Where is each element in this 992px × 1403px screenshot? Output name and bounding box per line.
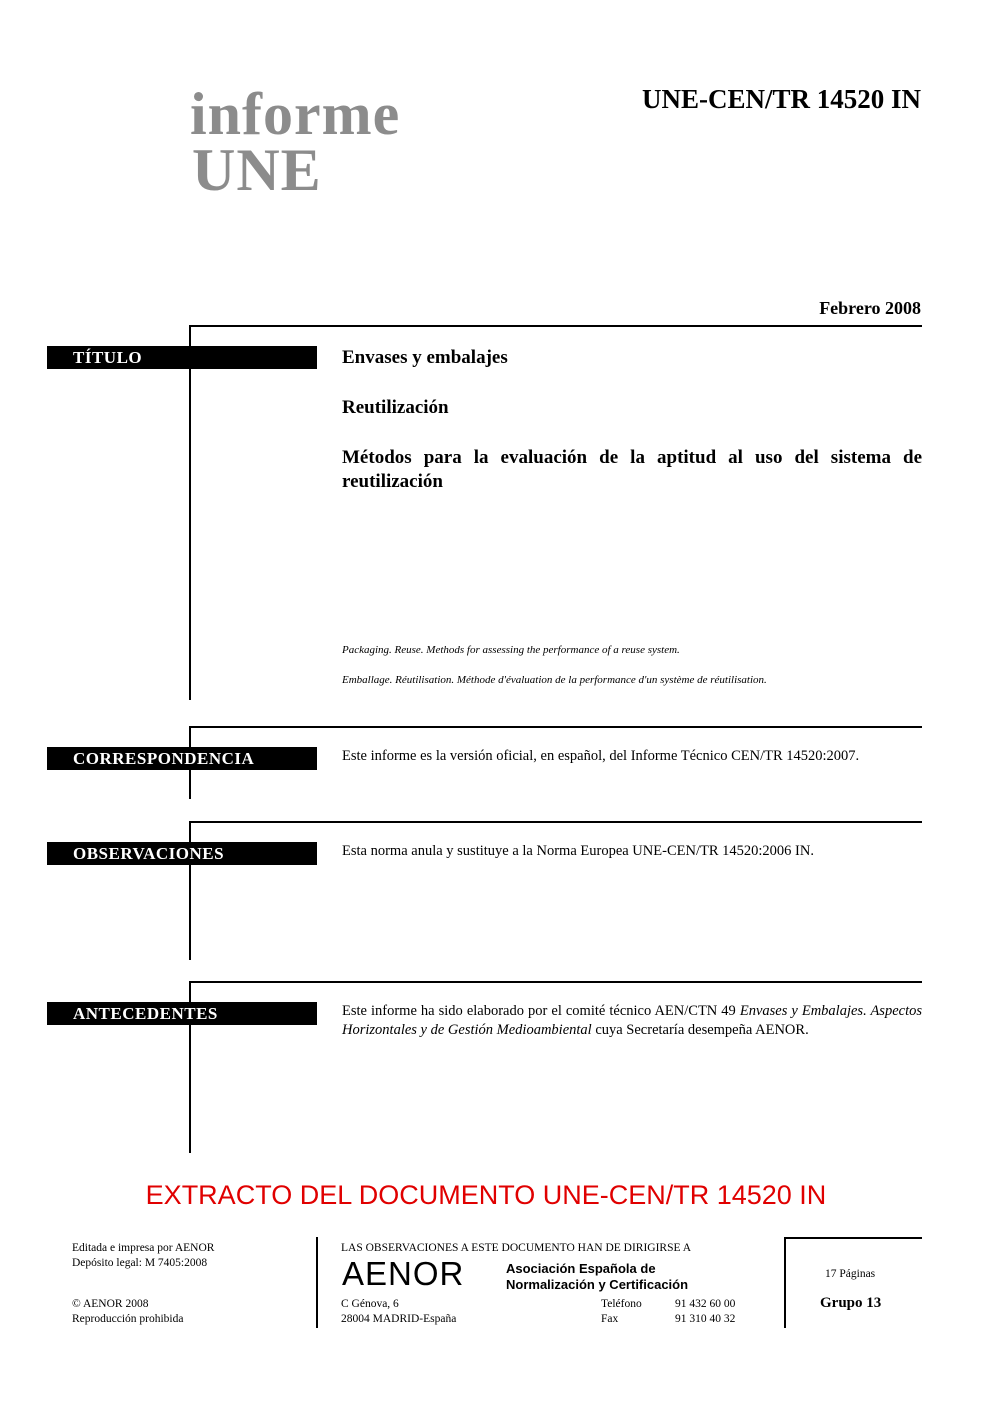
titulo-side-rule xyxy=(189,325,191,700)
assoc-line-1: Asociación Española de xyxy=(506,1261,656,1276)
footer-copyright: © AENOR 2008 xyxy=(72,1298,149,1310)
title-line-1: Envases y embalajes xyxy=(342,347,508,368)
address-line-1: C Génova, 6 xyxy=(341,1298,399,1310)
address-line-2: 28004 MADRID-España xyxy=(341,1313,457,1325)
footer-divider-left xyxy=(316,1237,318,1328)
titulo-label: TÍTULO xyxy=(47,346,317,369)
fax-label: Fax xyxy=(601,1313,619,1325)
observaciones-text: Esta norma anula y sustituye a la Norma Europea UNE-CEN/TR 14520:2006 IN. xyxy=(342,843,814,859)
antecedentes-text xyxy=(342,1002,922,1040)
title-french: Emballage. Réutilisation. Méthode d'évaluation de la performance d'un système de réutilisation. xyxy=(342,674,767,686)
antecedentes-label: ANTECEDENTES xyxy=(47,1002,317,1025)
phone-label: Teléfono xyxy=(601,1298,642,1310)
antecedentes-text-italic: Envases y Embalajes. Aspectos Horizontales y de Gestión Medioambiental xyxy=(342,1003,922,1038)
observaciones-label: OBSERVACIONES xyxy=(47,842,317,865)
title-line-3: Métodos para la evaluación de la aptitud al uso del sistema de reutilización xyxy=(342,447,922,492)
document-id: UNE-CEN/TR 14520 IN xyxy=(641,84,921,114)
antecedentes-text-a: Este informe ha sido elaborado por el comité técnico AEN/CTN 49 xyxy=(342,1003,740,1019)
footer-observations-note: LAS OBSERVACIONES A ESTE DOCUMENTO HAN DE DIRIGIRSE A xyxy=(341,1242,692,1254)
title-english: Packaging. Reuse. Methods for assessing the performance of a reuse system. xyxy=(342,644,680,656)
footer-box-top-rule xyxy=(785,1237,922,1239)
fax-number: 91 310 40 32 xyxy=(675,1313,736,1325)
correspondencia-text: Este informe es la versión oficial, en español, del Informe Técnico CEN/TR 14520:2007. xyxy=(342,748,860,764)
footer-reproduction: Reproducción prohibida xyxy=(72,1313,184,1325)
phone-number: 91 432 60 00 xyxy=(675,1298,736,1310)
observaciones-top-rule xyxy=(190,821,922,823)
correspondencia-label: CORRESPONDENCIA xyxy=(47,747,317,770)
title-line-2: Reutilización xyxy=(342,397,449,418)
correspondencia-top-rule xyxy=(190,726,922,728)
aenor-association xyxy=(506,1261,688,1293)
page-count: 17 Páginas xyxy=(825,1268,876,1280)
footer-edited: Editada e impresa por AENOR xyxy=(72,1242,215,1254)
antecedentes-text-b: cuya Secretaría desempeña AENOR. xyxy=(591,1022,809,1038)
extract-notice: EXTRACTO DEL DOCUMENTO UNE-CEN/TR 14520 IN xyxy=(145,1180,827,1210)
antecedentes-top-rule xyxy=(190,981,922,983)
informe-logo-word: informe xyxy=(190,81,401,147)
assoc-line-2: Normalización y Certificación xyxy=(506,1277,689,1292)
une-logo-word: UNE xyxy=(192,137,322,203)
footer-box-side-rule xyxy=(784,1237,786,1328)
aenor-logo: AENOR xyxy=(342,1255,465,1292)
publication-date: Febrero 2008 xyxy=(819,298,921,318)
titulo-top-rule xyxy=(190,325,922,327)
price-group: Grupo 13 xyxy=(820,1295,882,1311)
footer-deposit: Depósito legal: M 7405:2008 xyxy=(72,1257,208,1269)
